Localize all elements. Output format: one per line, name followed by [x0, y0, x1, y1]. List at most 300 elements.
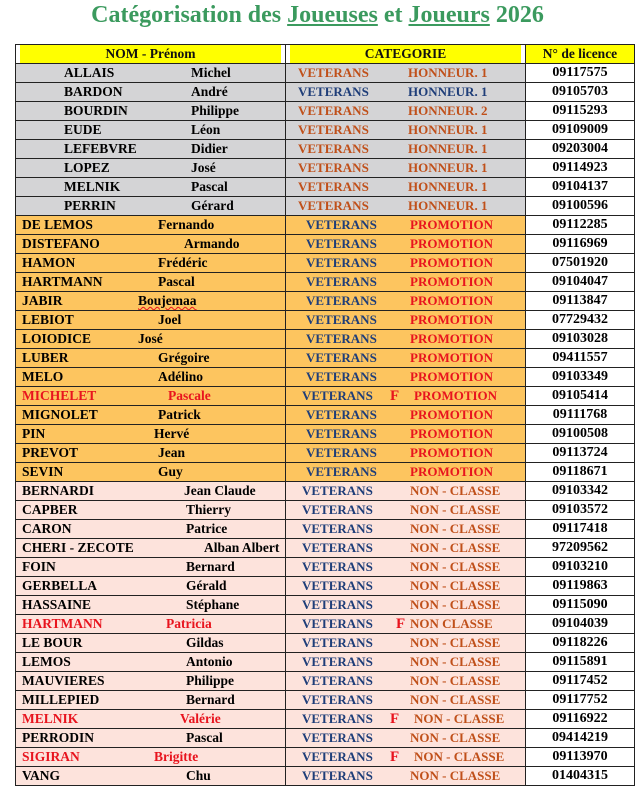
last-name: PERRIN: [64, 198, 116, 213]
category-cell: [286, 691, 526, 710]
table-row: [16, 387, 635, 406]
female-marker: F: [390, 749, 400, 765]
name-wrap: [16, 539, 285, 557]
category-level: PROMOTION: [410, 407, 494, 422]
table-row: [16, 634, 635, 653]
first-name: Guy: [158, 464, 183, 479]
table-row: [16, 425, 635, 444]
table-body: [16, 64, 635, 786]
table-row: [16, 691, 635, 710]
category-veterans: VETERANS: [306, 407, 377, 422]
category-veterans: VETERANS: [298, 122, 369, 137]
first-name: Gérard: [191, 198, 234, 213]
category-cell: [286, 672, 526, 691]
last-name: LEBIOT: [22, 312, 74, 327]
name-cell: [16, 748, 286, 767]
first-name: Alban Albert: [204, 540, 280, 555]
page-title: [0, 2, 635, 29]
category-wrap: [286, 748, 525, 766]
category-wrap: [286, 83, 525, 101]
table-row: [16, 235, 635, 254]
name-cell: [16, 444, 286, 463]
name-cell: [16, 558, 286, 577]
last-name: CAPBER: [22, 502, 78, 517]
category-wrap: [286, 520, 525, 538]
category-cell: [286, 463, 526, 482]
name-cell: [16, 159, 286, 178]
category-cell: [286, 482, 526, 501]
category-veterans: VETERANS: [306, 255, 377, 270]
name-wrap: [16, 292, 285, 310]
licence-number: 09203004: [526, 140, 635, 159]
name-wrap: [16, 577, 285, 595]
category-wrap: [286, 197, 525, 215]
first-name: Patrice: [186, 521, 228, 536]
category-veterans: VETERANS: [302, 692, 373, 707]
category-veterans: VETERANS: [306, 331, 377, 346]
last-name: PIN: [22, 426, 46, 441]
table-row: [16, 653, 635, 672]
name-cell: [16, 311, 286, 330]
table-row: [16, 102, 635, 121]
name-cell: [16, 463, 286, 482]
last-name: MICHELET: [22, 388, 97, 403]
last-name: BOURDIN: [64, 103, 128, 118]
name-wrap: [16, 406, 285, 424]
name-cell: [16, 672, 286, 691]
header-name-cell: [16, 45, 286, 64]
name-cell: [16, 368, 286, 387]
name-wrap: [16, 159, 285, 177]
category-level: PROMOTION: [410, 369, 494, 384]
category-wrap: [286, 387, 525, 405]
table-row: [16, 254, 635, 273]
category-cell: [286, 710, 526, 729]
name-cell: [16, 254, 286, 273]
category-veterans: VETERANS: [302, 616, 373, 631]
licence-number: 09109009: [526, 121, 635, 140]
category-veterans: VETERANS: [302, 483, 373, 498]
last-name: MILLEPIED: [22, 692, 100, 707]
table-row: [16, 216, 635, 235]
name-wrap: [16, 482, 285, 500]
category-cell: [286, 64, 526, 83]
last-name: HAMON: [22, 255, 76, 270]
last-name: GERBELLA: [22, 578, 98, 593]
table-row: [16, 672, 635, 691]
licence-number: 09104137: [526, 178, 635, 197]
name-cell: [16, 102, 286, 121]
first-name: Thierry: [186, 502, 231, 517]
last-name: MIGNOLET: [22, 407, 98, 422]
table-row: [16, 292, 635, 311]
first-name: Hervé: [154, 426, 190, 441]
category-wrap: [286, 767, 525, 785]
licence-number: 09115090: [526, 596, 635, 615]
name-wrap: [16, 235, 285, 253]
name-cell: [16, 121, 286, 140]
name-wrap: [16, 615, 285, 633]
name-cell: [16, 615, 286, 634]
licence-number: 09117452: [526, 672, 635, 691]
category-level: HONNEUR. 1: [408, 198, 488, 213]
name-wrap: [16, 729, 285, 747]
name-wrap: [16, 653, 285, 671]
first-name: Boujemaa: [138, 293, 197, 308]
category-wrap: [286, 311, 525, 329]
first-name: Stéphane: [186, 597, 240, 612]
category-wrap: [286, 691, 525, 709]
name-wrap: [16, 140, 285, 158]
first-name: José: [191, 160, 216, 175]
category-wrap: [286, 102, 525, 120]
header-category-cell: [286, 45, 526, 64]
category-cell: [286, 558, 526, 577]
first-name: Philippe: [186, 673, 235, 688]
first-name: Antonio: [186, 654, 233, 669]
name-cell: [16, 729, 286, 748]
first-name: Bernard: [186, 692, 235, 707]
name-wrap: [16, 216, 285, 234]
category-veterans: VETERANS: [306, 350, 377, 365]
category-veterans: VETERANS: [302, 635, 373, 650]
name-wrap: [16, 767, 285, 785]
name-wrap: [16, 254, 285, 272]
players-table: [15, 44, 635, 786]
category-veterans: VETERANS: [306, 274, 377, 289]
last-name: SIGIRAN: [22, 749, 80, 764]
first-name: Valérie: [180, 711, 221, 726]
category-level: NON - CLASSE: [410, 730, 501, 745]
category-wrap: [286, 482, 525, 500]
last-name: FOIN: [22, 559, 56, 574]
licence-number: 09113724: [526, 444, 635, 463]
category-level: HONNEUR. 1: [408, 122, 488, 137]
category-cell: [286, 197, 526, 216]
name-wrap: [16, 672, 285, 690]
name-cell: [16, 539, 286, 558]
category-wrap: [286, 292, 525, 310]
table-row: [16, 159, 635, 178]
category-level: NON - CLASSE: [414, 749, 505, 764]
female-marker: F: [390, 711, 400, 727]
category-cell: [286, 159, 526, 178]
name-cell: [16, 235, 286, 254]
title-text-year: 2026: [489, 2, 544, 28]
category-cell: [286, 615, 526, 634]
title-text-3: et: [377, 2, 409, 28]
category-veterans: VETERANS: [302, 540, 373, 555]
category-veterans: VETERANS: [298, 103, 369, 118]
category-veterans: VETERANS: [302, 597, 373, 612]
category-level: PROMOTION: [410, 350, 494, 365]
licence-number: 09411557: [526, 349, 635, 368]
licence-number: 09116922: [526, 710, 635, 729]
category-veterans: VETERANS: [302, 768, 373, 783]
licence-number: 09118226: [526, 634, 635, 653]
category-cell: [286, 425, 526, 444]
licence-number: 09112285: [526, 216, 635, 235]
category-level: HONNEUR. 1: [408, 141, 488, 156]
header-name: NOM - Prénom: [20, 45, 281, 63]
category-level: NON - CLASSE: [410, 654, 501, 669]
category-level: HONNEUR. 2: [408, 103, 488, 118]
category-level: PROMOTION: [410, 293, 494, 308]
category-wrap: [286, 425, 525, 443]
category-veterans: VETERANS: [298, 84, 369, 99]
category-veterans: VETERANS: [306, 369, 377, 384]
table-row: [16, 482, 635, 501]
last-name: PERRODIN: [22, 730, 95, 745]
category-wrap: [286, 615, 525, 633]
licence-number: 09115293: [526, 102, 635, 121]
name-wrap: [16, 349, 285, 367]
name-cell: [16, 387, 286, 406]
name-wrap: [16, 501, 285, 519]
category-level: PROMOTION: [410, 426, 494, 441]
category-cell: [286, 653, 526, 672]
category-level: PROMOTION: [410, 464, 494, 479]
table-row: [16, 121, 635, 140]
category-cell: [286, 330, 526, 349]
category-cell: [286, 178, 526, 197]
name-wrap: [16, 102, 285, 120]
licence-number: 09104039: [526, 615, 635, 634]
licence-number: 07501920: [526, 254, 635, 273]
category-veterans: VETERANS: [298, 198, 369, 213]
category-level: NON - CLASSE: [410, 768, 501, 783]
category-level: NON - CLASSE: [410, 692, 501, 707]
name-cell: [16, 653, 286, 672]
category-level: NON - CLASSE: [410, 578, 501, 593]
first-name: Pascal: [186, 730, 223, 745]
category-wrap: [286, 634, 525, 652]
category-wrap: [286, 577, 525, 595]
licence-number: 09111768: [526, 406, 635, 425]
name-wrap: [16, 64, 285, 82]
category-veterans: VETERANS: [298, 65, 369, 80]
name-cell: [16, 520, 286, 539]
name-wrap: [16, 197, 285, 215]
category-cell: [286, 311, 526, 330]
licence-number: 09117752: [526, 691, 635, 710]
last-name: MELO: [22, 369, 64, 384]
first-name: Philippe: [191, 103, 240, 118]
category-level: PROMOTION: [410, 331, 494, 346]
category-wrap: [286, 710, 525, 728]
category-level: NON - CLASSE: [410, 521, 501, 536]
name-wrap: [16, 444, 285, 462]
category-cell: [286, 273, 526, 292]
name-wrap: [16, 596, 285, 614]
last-name: MAUVIERES: [22, 673, 105, 688]
licence-number: 09103349: [526, 368, 635, 387]
category-wrap: [286, 273, 525, 291]
table-row: [16, 596, 635, 615]
table-row: [16, 501, 635, 520]
table-row: [16, 463, 635, 482]
category-veterans: VETERANS: [302, 578, 373, 593]
category-veterans: VETERANS: [298, 179, 369, 194]
category-wrap: [286, 368, 525, 386]
category-wrap: [286, 235, 525, 253]
last-name: DISTEFANO: [22, 236, 100, 251]
name-cell: [16, 482, 286, 501]
category-cell: [286, 406, 526, 425]
category-veterans: VETERANS: [306, 464, 377, 479]
category-cell: [286, 767, 526, 786]
category-level: NON CLASSE: [410, 616, 493, 631]
name-wrap: [16, 748, 285, 766]
category-level: PROMOTION: [410, 255, 494, 270]
licence-number: 09414219: [526, 729, 635, 748]
header-category: CATEGORIE: [290, 45, 521, 63]
first-name: Jean: [158, 445, 185, 460]
category-level: PROMOTION: [414, 388, 498, 403]
name-wrap: [16, 558, 285, 576]
category-veterans: VETERANS: [302, 654, 373, 669]
table-row: [16, 311, 635, 330]
first-name: Pascal: [191, 179, 228, 194]
first-name: Michel: [191, 65, 231, 80]
first-name: Fernando: [158, 217, 215, 232]
category-wrap: [286, 596, 525, 614]
licence-number: 09103342: [526, 482, 635, 501]
last-name: LE BOUR: [22, 635, 83, 650]
category-wrap: [286, 653, 525, 671]
name-wrap: [16, 387, 285, 405]
licence-number: 09117575: [526, 64, 635, 83]
category-veterans: VETERANS: [306, 312, 377, 327]
licence-number: 09103572: [526, 501, 635, 520]
title-text-joueuses: Joueuses: [287, 2, 378, 28]
name-wrap: [16, 368, 285, 386]
name-cell: [16, 330, 286, 349]
last-name: CARON: [22, 521, 72, 536]
category-level: NON - CLASSE: [410, 559, 501, 574]
name-wrap: [16, 425, 285, 443]
category-cell: [286, 520, 526, 539]
first-name: Joel: [158, 312, 182, 327]
last-name: BERNARDI: [22, 483, 95, 498]
licence-number: 09118671: [526, 463, 635, 482]
category-wrap: [286, 444, 525, 462]
category-wrap: [286, 140, 525, 158]
category-cell: [286, 102, 526, 121]
title-text-joueurs: Joueurs: [408, 2, 490, 28]
table-row: [16, 748, 635, 767]
last-name: BARDON: [64, 84, 123, 99]
category-wrap: [286, 254, 525, 272]
name-cell: [16, 197, 286, 216]
category-cell: [286, 596, 526, 615]
category-wrap: [286, 539, 525, 557]
table-row: [16, 558, 635, 577]
category-wrap: [286, 121, 525, 139]
header-licence-cell: [526, 45, 635, 64]
licence-number: 09115891: [526, 653, 635, 672]
name-cell: [16, 273, 286, 292]
name-wrap: [16, 710, 285, 728]
category-veterans: VETERANS: [302, 749, 373, 764]
header-licence: N° de licence: [526, 45, 634, 63]
category-level: HONNEUR. 1: [408, 179, 488, 194]
name-cell: [16, 140, 286, 159]
last-name: HASSAINE: [22, 597, 92, 612]
category-veterans: VETERANS: [306, 217, 377, 232]
last-name: LEMOS: [22, 654, 71, 669]
licence-number: 01404315: [526, 767, 635, 786]
last-name: DE LEMOS: [22, 217, 93, 232]
category-level: NON - CLASSE: [410, 673, 501, 688]
name-cell: [16, 64, 286, 83]
table-row: [16, 406, 635, 425]
licence-number: 09117418: [526, 520, 635, 539]
last-name: HARTMANN: [22, 616, 103, 631]
category-wrap: [286, 463, 525, 481]
name-wrap: [16, 463, 285, 481]
category-cell: [286, 140, 526, 159]
last-name: JABIR: [22, 293, 63, 308]
first-name: André: [191, 84, 228, 99]
category-level: NON - CLASSE: [410, 597, 501, 612]
category-cell: [286, 83, 526, 102]
first-name: Pascal: [158, 274, 195, 289]
licence-number: 09103210: [526, 558, 635, 577]
first-name: Patricia: [166, 616, 212, 631]
table-row: [16, 330, 635, 349]
category-veterans: VETERANS: [306, 293, 377, 308]
table-row: [16, 368, 635, 387]
category-cell: [286, 235, 526, 254]
category-level: PROMOTION: [410, 312, 494, 327]
table-row: [16, 710, 635, 729]
category-cell: [286, 539, 526, 558]
name-wrap: [16, 634, 285, 652]
category-veterans: VETERANS: [302, 730, 373, 745]
last-name: PREVOT: [22, 445, 78, 460]
table-row: [16, 729, 635, 748]
licence-number: 09104047: [526, 273, 635, 292]
last-name: EUDE: [64, 122, 102, 137]
licence-number: 09105414: [526, 387, 635, 406]
name-wrap: [16, 273, 285, 291]
category-cell: [286, 349, 526, 368]
name-cell: [16, 406, 286, 425]
category-veterans: VETERANS: [298, 160, 369, 175]
table-row: [16, 197, 635, 216]
last-name: VANG: [22, 768, 61, 783]
first-name: Didier: [191, 141, 228, 156]
name-wrap: [16, 311, 285, 329]
last-name: LOPEZ: [64, 160, 110, 175]
category-veterans: VETERANS: [302, 388, 373, 403]
last-name: LUBER: [22, 350, 69, 365]
category-veterans: VETERANS: [302, 559, 373, 574]
first-name: Pascale: [168, 388, 211, 403]
first-name: Jean Claude: [184, 483, 256, 498]
table-row: [16, 520, 635, 539]
name-cell: [16, 767, 286, 786]
category-veterans: VETERANS: [302, 711, 373, 726]
category-wrap: [286, 64, 525, 82]
category-cell: [286, 444, 526, 463]
first-name: Brigitte: [154, 749, 199, 764]
first-name: Patrick: [158, 407, 201, 422]
category-veterans: VETERANS: [306, 236, 377, 251]
category-cell: [286, 729, 526, 748]
licence-number: 09105703: [526, 83, 635, 102]
